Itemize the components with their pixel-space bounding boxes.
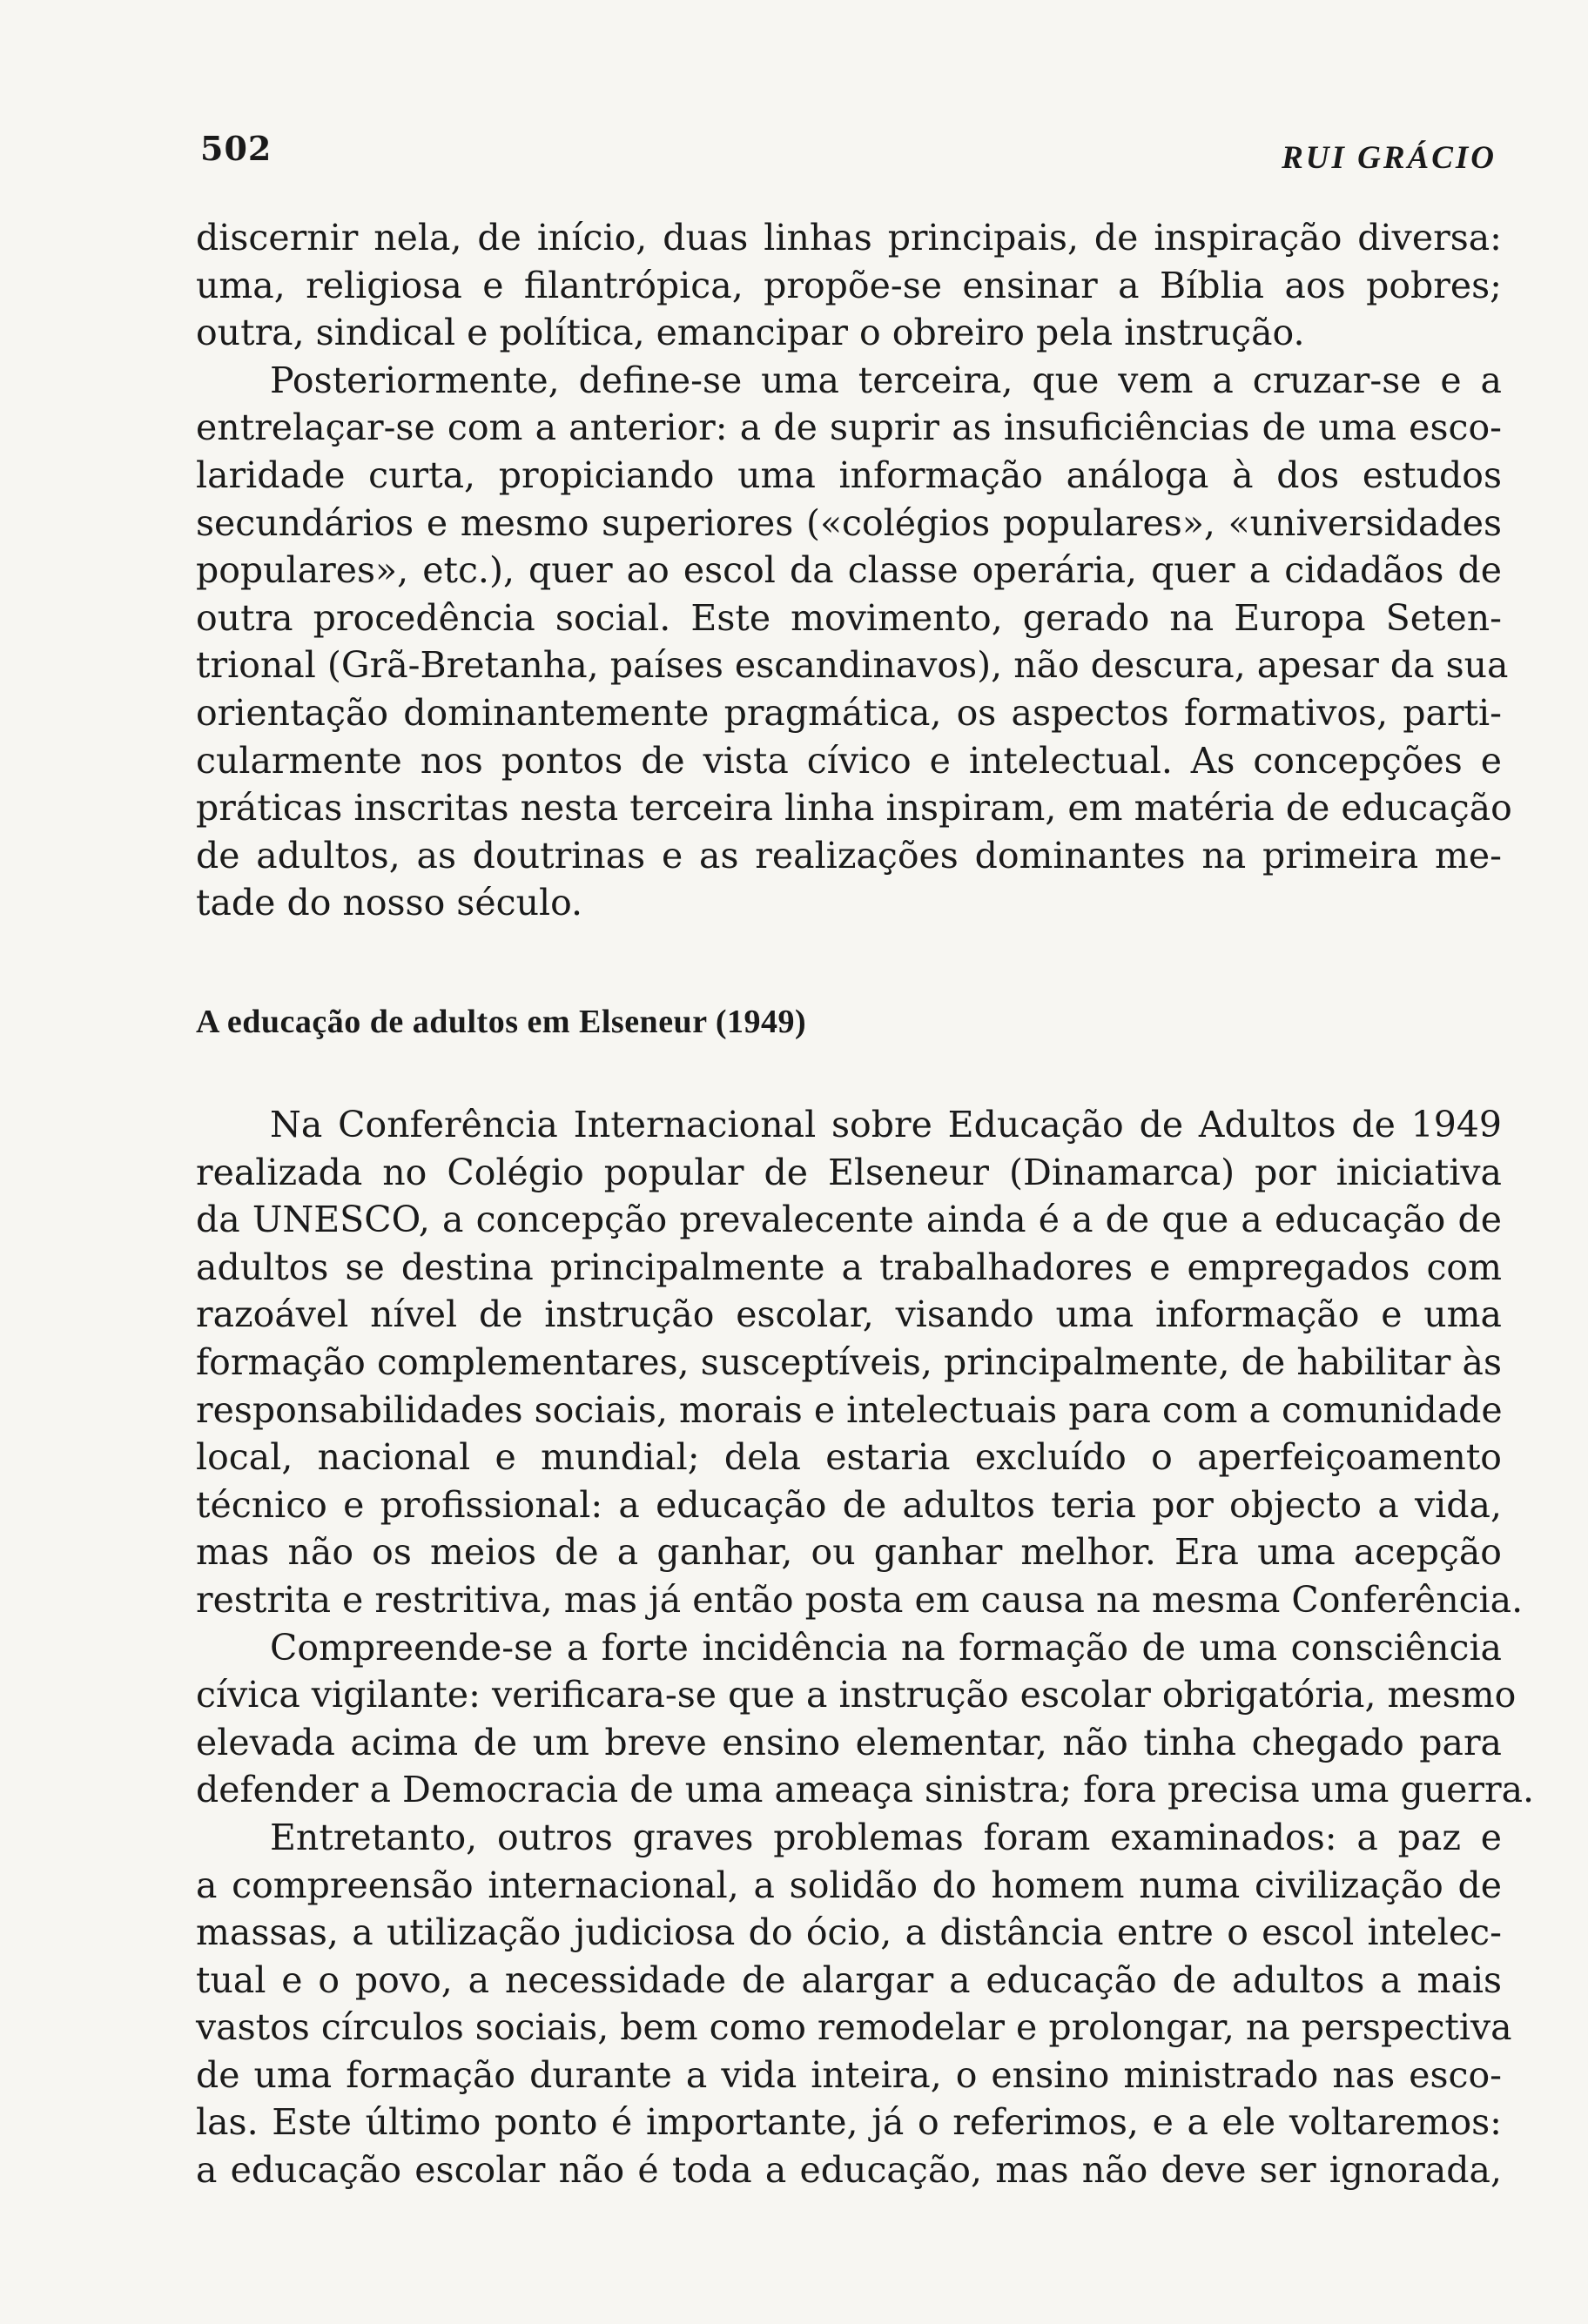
text-line: cularmente nos pontos de vista cívico e intelectual. As concepções e — [196, 739, 1502, 782]
text-line: outra procedência social. Este movimento, gerado na Europa Seten- — [196, 596, 1502, 639]
text-line: entrelaçar-se com a anterior: a de suprir as insuficiências de uma esco- — [196, 406, 1502, 449]
text-line: discernir nela, de início, duas linhas principais, de inspiração diversa: — [196, 217, 1502, 259]
text-line: razoável nível de instrução escolar, visando uma informação e uma — [196, 1293, 1502, 1336]
text-line: outra, sindical e política, emancipar o obreiro pela instrução. — [196, 312, 1305, 354]
text-line: massas, a utilização judiciosa do ócio, a distância entre o escol intelec- — [196, 1911, 1502, 1954]
running-head: RUI GRÁCIO — [1282, 140, 1497, 176]
text-line: a compreensão internacional, a solidão do homem numa civilização de — [196, 1864, 1502, 1906]
body-text-section-1 — [196, 214, 1512, 927]
text-line: populares», etc.), quer ao escol da classe operária, quer a cidadãos de — [196, 549, 1502, 592]
text-line: práticas inscritas nesta terceira linha inspiram, em matéria de educação — [196, 787, 1512, 830]
text-line: de adultos, as doutrinas e as realizações dominantes na primeira me- — [196, 834, 1502, 877]
text-line: vastos círculos sociais, bem como remodelar e prolongar, na perspectiva — [196, 2006, 1512, 2049]
text-line: da UNESCO, a concepção prevalecente ainda é a de que a educação de — [196, 1199, 1502, 1241]
text-line: Compreende-se a forte incidência na formação de uma consciência — [270, 1626, 1502, 1669]
text-line: Na Conferência Internacional sobre Educação de Adultos de 1949 — [270, 1104, 1502, 1145]
text-line: mas não os meios de a ganhar, ou ganhar melhor. Era uma acepção — [196, 1531, 1502, 1574]
text-line: realizada no Colégio popular de Elseneur (Dinamarca) por iniciativa — [196, 1151, 1502, 1193]
text-line: tade do nosso século. — [196, 882, 583, 924]
text-line: Entretanto, outros graves problemas foram examinados: a paz e — [270, 1816, 1502, 1858]
text-line: de uma formação durante a vida inteira, o ensino ministrado nas esco- — [196, 2053, 1502, 2096]
text-line: adultos se destina principalmente a trabalhadores e empregados com — [196, 1246, 1502, 1288]
text-line: elevada acima de um breve ensino elementar, não tinha chegado para — [196, 1721, 1502, 1763]
page-number: 502 — [200, 129, 273, 168]
text-line: formação complementares, susceptíveis, principalmente, de habilitar às — [196, 1340, 1502, 1383]
text-line: tual e o povo, a necessidade de alargar a educação de adultos a mais — [196, 1958, 1502, 2001]
body-text-section-2 — [196, 1101, 1535, 2194]
text-line: las. Este último ponto é importante, já o referimos, e a ele voltaremos: — [196, 2101, 1502, 2144]
text-line: secundários e mesmo superiores («colégios populares», «universidades — [196, 501, 1502, 544]
text-line: cívica vigilante: verificara-se que a instrução escolar obrigatória, mesmo — [196, 1674, 1517, 1716]
text-line: restrita e restritiva, mas já então posta em causa na mesma Conferência. — [196, 1578, 1524, 1621]
text-line: responsabilidades sociais, morais e intelectuais para com a comunidade — [196, 1388, 1503, 1431]
text-line: defender a Democracia de uma ameaça sinistra; fora precisa uma guerra. — [196, 1769, 1535, 1811]
text-line: local, nacional e mundial; dela estaria excluído o aperfeiçoamento — [196, 1436, 1502, 1479]
text-line: trional (Grã-Bretanha, países escandinavos), não descura, apesar da sua — [196, 644, 1509, 687]
text-line: técnico e profissional: a educação de adultos teria por objecto a vida, — [196, 1483, 1502, 1526]
text-line: laridade curta, propiciando uma informação análoga à dos estudos — [196, 453, 1502, 496]
text-line: a educação escolar não é toda a educação, mas não deve ser ignorada, — [196, 2149, 1502, 2192]
text-line: uma, religiosa e filantrópica, propõe-se ensinar a Bíblia aos pobres; — [196, 264, 1502, 306]
text-line: orientação dominantemente pragmática, os aspectos formativos, parti- — [196, 691, 1502, 734]
section-heading: A educação de adultos em Elseneur (1949) — [196, 1004, 807, 1040]
text-line: Posteriormente, define-se uma terceira, que vem a cruzar-se e a — [270, 359, 1502, 401]
